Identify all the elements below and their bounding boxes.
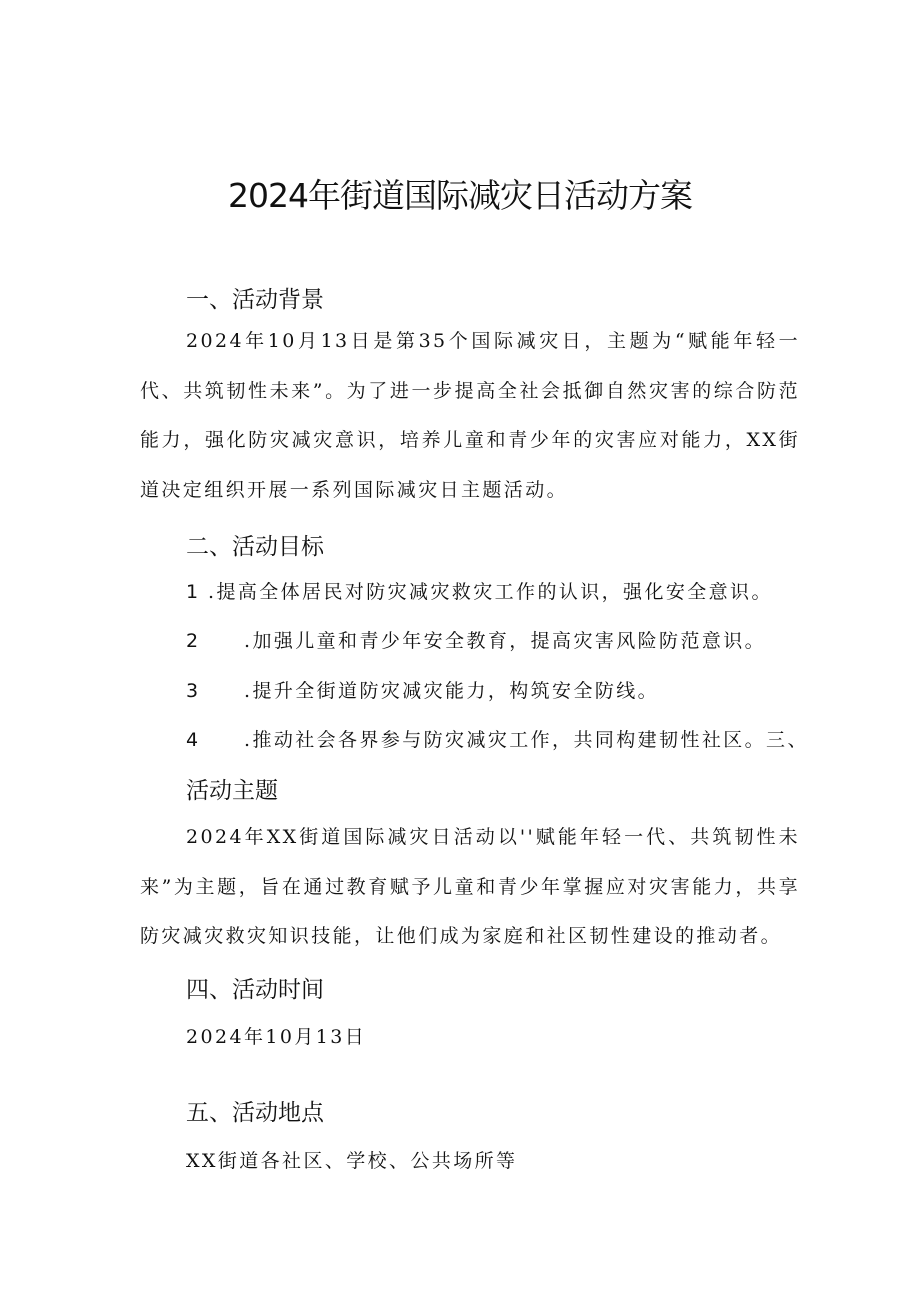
heading-theme: 活动主题: [186, 778, 278, 804]
heading-time: 四、活动时间: [186, 977, 324, 1003]
heading-location: 五、活动地点: [186, 1100, 324, 1126]
goal-item-1: [186, 577, 773, 604]
goal-text: .加强儿童和青少年安全教育，提高灾害风险防范意识。: [244, 630, 767, 652]
theme-paragraph: 2024年XX街道国际减灾日活动以''赋能年轻一代、共筑韧性未来”为主题，旨在通过教育赋予儿童和青少年掌握应对灾害能力，共享防灾减灾救灾知识技能，让他们成为家庭和社区韧性建设的推动者。: [140, 826, 800, 947]
goal-number: 4: [186, 729, 201, 751]
goal-text: .提高全体居民对防灾减灾救灾工作的认识，强化安全意识。: [208, 581, 773, 603]
time-text: 2024年10月13日: [186, 1026, 367, 1048]
goal-item-2: [186, 626, 766, 653]
goal-text: .推动社会各界参与防灾减灾工作，共同构建韧性社区。三、: [244, 729, 809, 751]
heading-goals: 二、活动目标: [186, 534, 324, 560]
goal-number: 2: [186, 630, 201, 652]
background-paragraph: 2024年10月13日是第35个国际减灾日，主题为“赋能年轻一代、共筑韧性未来”。为了进一步提高全社会抵御自然灾害的综合防范能力，强化防灾减灾意识，培养儿童和青少年的灾害应对能力，XX街道决定组织开展一系列国际减灾日主题活动。: [140, 330, 800, 501]
goal-item-4: [186, 725, 809, 752]
goal-item-3: [186, 676, 659, 703]
goal-text: .提升全街道防灾减灾能力，构筑安全防线。: [244, 680, 660, 702]
heading-background: 一、活动背景: [186, 287, 324, 313]
goal-number: 1: [186, 581, 201, 603]
goal-number: 3: [186, 680, 201, 702]
document-title: 2024年街道国际减灾日活动方案: [228, 176, 692, 215]
location-text: XX街道各社区、学校、公共场所等: [186, 1150, 518, 1172]
